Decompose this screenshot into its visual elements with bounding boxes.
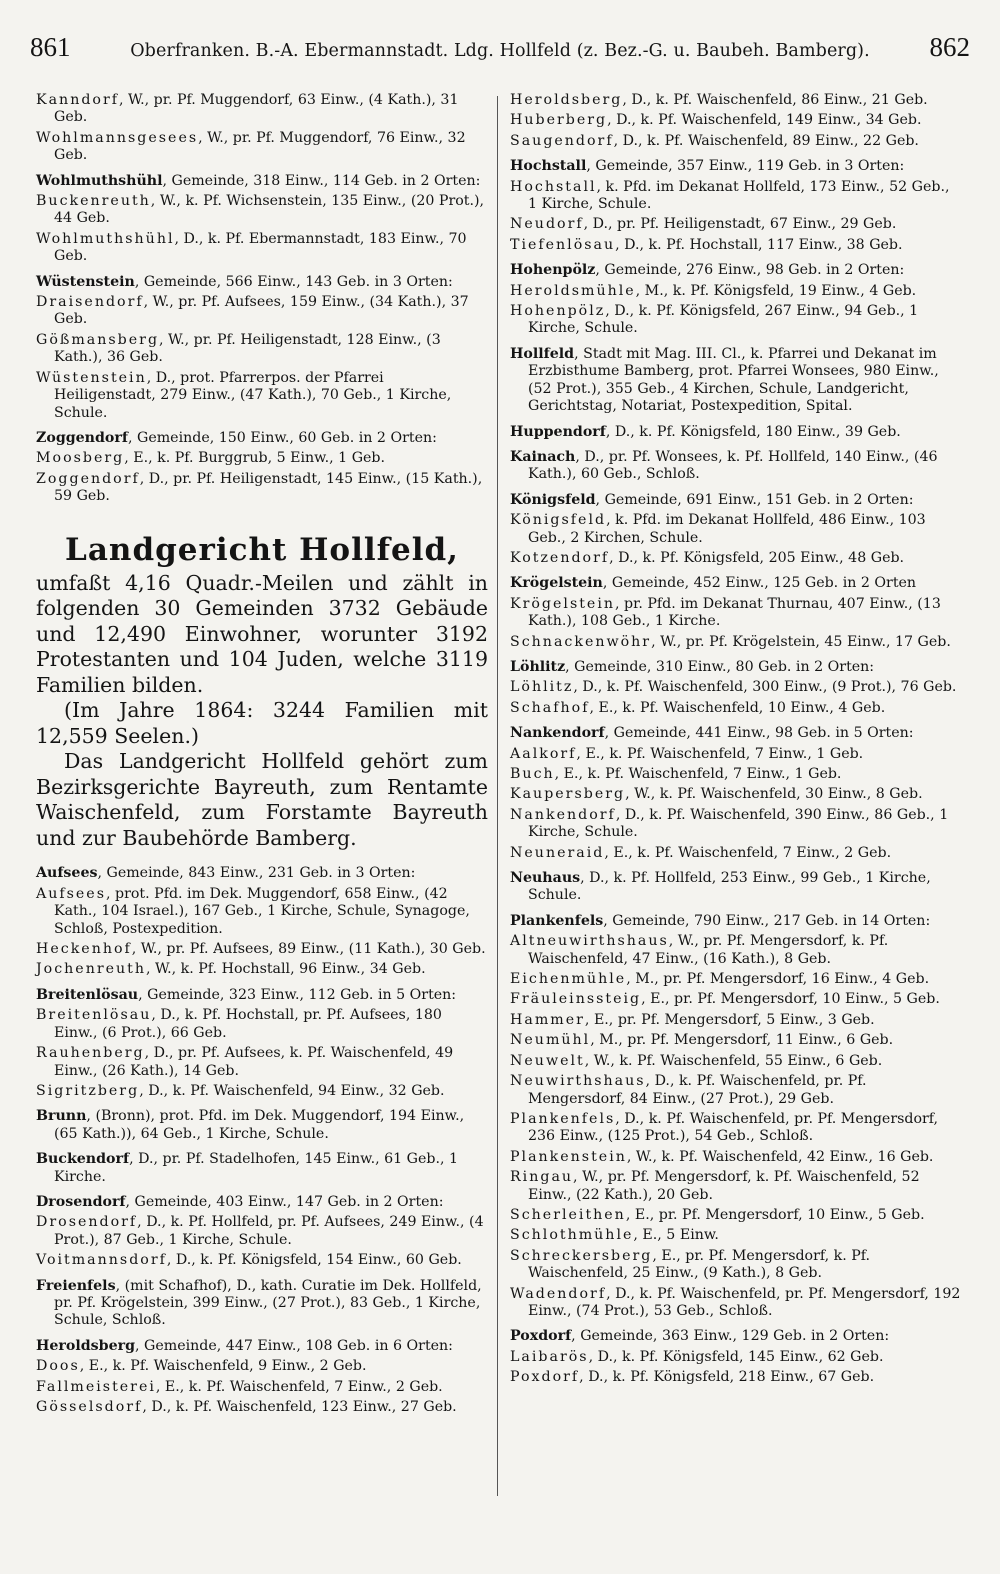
place-details: , D., k. Pf. Hochstall, pr. Pf. Aufsees, 180 Einw., (6 Prot.), 66 Geb. — [54, 1007, 442, 1041]
place-name: Voitmannsdorf — [36, 1252, 167, 1269]
place-details: , Gemeinde, 566 Einw., 143 Geb. in 3 Orten: — [134, 273, 453, 290]
place-entry — [36, 1045, 488, 1080]
place-entry — [36, 450, 488, 467]
place-details: , D., pr. Pf. Stadelhofen, 145 Einw., 61 Geb., 1 Kirche. — [54, 1151, 459, 1185]
place-name: Schafhof — [510, 699, 590, 716]
place-name: Wohlmuthshühl — [36, 230, 175, 247]
place-name: Ringau — [510, 1169, 574, 1186]
place-entry — [510, 179, 962, 214]
place-name: Poxdorf — [510, 1328, 572, 1345]
place-entry — [36, 130, 488, 165]
place-details: , Gemeinde, 276 Einw., 98 Geb. in 2 Orten: — [595, 262, 905, 279]
place-entry — [510, 283, 962, 300]
left-column — [36, 92, 488, 1419]
place-entry — [510, 634, 962, 651]
place-name: Scherleithen — [510, 1206, 626, 1223]
place-details: , Gemeinde, 318 Einw., 114 Geb. in 2 Orten: — [162, 172, 481, 189]
place-details: , Gemeinde, 843 Einw., 231 Geb. in 3 Orten: — [97, 865, 416, 882]
place-details: , D., k. Pf. Waischenfeld, pr. Pf. Mengersdorf, 84 Einw., (27 Prot.), 29 Geb. — [528, 1073, 867, 1107]
place-entry — [36, 961, 488, 978]
municipality-entry — [36, 274, 488, 291]
place-details: , W., pr. Pf. Aufsees, 89 Einw., (11 Kath.), 30 Geb. — [131, 941, 486, 958]
place-details: , D., k. Pf. Waischenfeld, pr. Pf. Mengersdorf, 192 Einw., (74 Prot.), 53 Geb., Schloß. — [528, 1285, 961, 1319]
place-name: Rauhenberg — [36, 1045, 145, 1062]
municipality-entry — [510, 659, 962, 676]
municipality-entry — [510, 913, 962, 930]
place-details: , Gemeinde, 452 Einw., 125 Geb. in 2 Orten — [602, 575, 917, 592]
place-name: Aalkorf — [510, 745, 577, 762]
place-details: , W., pr. Pf. Mengersdorf, k. Pf. Waischenfeld, 47 Einw., (16 Kath.), 8 Geb. — [528, 933, 889, 967]
place-entry — [510, 1111, 962, 1146]
place-name: Wadendorf — [510, 1285, 607, 1302]
place-entry — [510, 1227, 962, 1244]
place-entry — [36, 1358, 488, 1375]
place-name: Gösselsdorf — [36, 1399, 143, 1415]
place-entry — [510, 679, 962, 696]
place-name: Wohlmuthshühl — [36, 172, 163, 189]
place-name: Hohenpölz — [510, 303, 606, 320]
municipality-entry — [510, 424, 962, 441]
place-details: , W., pr. Pf. Muggendorf, 63 Einw., (4 Kath.), 31 Geb. — [54, 92, 459, 126]
place-details: , D., k. Pf. Königsfeld, 218 Einw., 67 Geb. — [579, 1369, 875, 1386]
place-entry — [510, 1032, 962, 1049]
place-details: , W., k. Pf. Waischenfeld, 30 Einw., 8 Geb. — [625, 786, 923, 803]
place-details: , W., k. Pf. Hochstall, 96 Einw., 34 Geb. — [146, 961, 426, 978]
place-name: Neudorf — [510, 216, 584, 233]
place-details: , (Bronn), prot. Pfd. im Dek. Muggendorf, 194 Einw., (65 Kath.)), 64 Geb., 1 Kirche, Schule. — [54, 1108, 465, 1142]
place-name: Nankendorf — [510, 806, 616, 823]
place-details: , D., pr. Pf. Heiligenstadt, 67 Einw., 29 Geb. — [583, 216, 897, 233]
place-details: , k. Pfd. im Dekanat Hollfeld, 486 Einw., 103 Geb., 2 Kirchen, Schule. — [528, 512, 926, 546]
place-details: , D., k. Pf. Waischenfeld, pr. Pf. Mengersdorf, 236 Einw., (125 Prot.), 54 Geb., Schloß. — [528, 1110, 939, 1145]
place-name: Neuwirthshaus — [510, 1073, 646, 1090]
place-name: Hollfeld — [510, 345, 575, 362]
place-details: , D., k. Pf. Waischenfeld, 86 Einw., 21 Geb. — [622, 92, 928, 108]
right-column — [510, 92, 962, 1390]
place-name: Neuwelt — [510, 1052, 585, 1069]
place-name: Laibarös — [510, 1348, 589, 1365]
place-entry — [36, 886, 488, 938]
place-details: , D., pr. Pf. Wonsees, k. Pf. Hollfeld, 140 Einw., (46 Kath.), 60 Geb., Schloß. — [528, 448, 938, 483]
place-entry — [510, 1369, 962, 1386]
place-details: , M., k. Pf. Königsfeld, 19 Einw., 4 Geb. — [635, 282, 917, 299]
place-entry — [510, 1286, 962, 1321]
intro-paragraph: umfaßt 4,16 Quadr.-Meilen und zählt in folgenden 30 Gemeinden 3732 Gebäude und 12,490 Einwohner, worunter 3192 Protestanten und 104 Juden, welche 3119 Familien bilden. — [36, 570, 488, 697]
place-entry — [510, 512, 962, 547]
place-entry — [510, 1207, 962, 1224]
place-details: , D., k. Pf. Hochstall, 117 Einw., 38 Geb. — [615, 236, 903, 253]
place-details: , D., k. Pf. Königsfeld, 180 Einw., 39 Geb. — [605, 423, 901, 440]
place-name: Neuneraid — [510, 844, 605, 861]
place-name: Tiefenlösau — [510, 236, 616, 253]
place-name: Huberberg — [510, 112, 608, 129]
place-name: Sigritzberg — [36, 1082, 140, 1099]
place-entry — [36, 231, 488, 266]
place-name: Huppendorf — [510, 423, 606, 440]
place-name: Schlothmühle — [510, 1227, 634, 1244]
place-entry — [36, 1083, 488, 1100]
municipality-entry — [510, 725, 962, 742]
place-name: Kaupersberg — [510, 786, 626, 803]
place-details: , D., k. Pf. Königsfeld, 205 Einw., 48 Geb. — [609, 549, 905, 566]
place-name: Wüstenstein — [36, 273, 135, 290]
municipality-entry — [36, 1151, 488, 1186]
place-name: Schnackenwöhr — [510, 633, 652, 650]
place-name: Buckenreuth — [36, 193, 151, 210]
left-entry-list-bottom — [36, 865, 488, 1416]
place-name: Heroldsberg — [510, 92, 623, 108]
place-details: , M., pr. Pf. Mengersdorf, 16 Einw., 4 Geb. — [626, 971, 930, 988]
place-entry — [510, 237, 962, 254]
place-entry — [36, 1379, 488, 1396]
place-details: , E., k. Pf. Waischenfeld, 7 Einw., 1 Geb. — [554, 766, 842, 782]
place-details: , W., k. Pf. Wichsenstein, 135 Einw., (20 Prot.), 44 Geb. — [54, 193, 485, 227]
place-entry — [510, 1169, 962, 1204]
place-name: Hochstall — [510, 158, 587, 175]
place-name: Krögelstein — [510, 575, 603, 592]
place-details: , Gemeinde, 150 Einw., 60 Geb. in 2 Orten: — [127, 429, 437, 446]
place-entry — [510, 133, 962, 150]
place-name: Schreckersberg — [510, 1247, 653, 1264]
place-details: , E., k. Pf. Waischenfeld, 7 Einw., 2 Geb. — [604, 844, 892, 861]
place-details: , prot. Pfd. im Dek. Muggendorf, 658 Einw., (42 Kath., 104 Israel.), 167 Geb., 1 Kirche, Schule, Synagoge, Schloß, Postexpedition. — [54, 885, 470, 937]
place-entry — [36, 370, 488, 422]
place-details: , D., k. Pf. Waischenfeld, 390 Einw., 86 Geb., 1 Kirche, Schule. — [528, 806, 949, 841]
municipality-entry — [36, 173, 488, 190]
place-entry — [510, 766, 962, 783]
municipality-entry — [510, 492, 962, 509]
place-name: Aufsees — [36, 885, 106, 902]
municipality-entry — [510, 262, 962, 279]
place-details: , D., k. Pf. Königsfeld, 267 Einw., 94 Geb., 1 Kirche, Schule. — [528, 303, 919, 337]
place-entry — [36, 1252, 488, 1269]
place-name: Kanndorf — [36, 92, 119, 108]
place-name: Neuhaus — [510, 870, 581, 887]
place-details: , D., k. Pf. Waischenfeld, 89 Einw., 22 Geb. — [613, 132, 919, 149]
place-entry — [36, 1399, 488, 1416]
place-details: , E., pr. Pf. Mengersdorf, k. Pf. Waischenfeld, 25 Einw., (9 Kath.), 8 Geb. — [528, 1247, 871, 1282]
place-details: , E., pr. Pf. Mengersdorf, 5 Einw., 3 Geb. — [584, 1011, 875, 1028]
place-details: , Gemeinde, 357 Einw., 119 Geb. in 3 Orten: — [586, 158, 905, 175]
place-name: Kotzendorf — [510, 549, 610, 566]
place-name: Breitenlösau — [36, 986, 139, 1003]
place-name: Heckenhof — [36, 941, 132, 958]
municipality-entry — [510, 158, 962, 175]
place-name: Zoggendorf — [36, 429, 128, 446]
place-name: Hohenpölz — [510, 262, 596, 279]
place-details: , E., pr. Pf. Mengersdorf, 10 Einw., 5 Geb. — [625, 1206, 925, 1223]
place-name: Plankenfels — [510, 912, 604, 929]
place-entry — [510, 991, 962, 1008]
place-entry — [510, 1012, 962, 1029]
place-details: , Gemeinde, 363 Einw., 129 Geb. in 2 Orten: — [571, 1328, 890, 1345]
place-details: , E., k. Pf. Waischenfeld, 9 Einw., 2 Geb. — [79, 1358, 367, 1375]
place-entry — [510, 216, 962, 233]
place-entry — [510, 303, 962, 338]
place-details: , D., k. Pf. Königsfeld, 154 Einw., 60 Geb. — [166, 1252, 462, 1269]
place-name: Wüstenstein — [36, 369, 147, 386]
place-details: , D., k. Pf. Hollfeld, pr. Pf. Aufsees, 249 Einw., (4 Prot.), 87 Geb., 1 Kirche, Schule. — [54, 1214, 484, 1248]
section-title: Landgericht Hollfeld, — [65, 531, 459, 568]
intro-jurisdiction: Das Landgericht Hollfeld gehört zum Bezirksgerichte Bayreuth, zum Rentamte Waischenfeld, zum Forstamte Bayreuth und zur Baubehörde Bamberg. — [36, 749, 488, 850]
municipality-entry — [36, 1278, 488, 1330]
place-details: , k. Pfd. im Dekanat Hollfeld, 173 Einw., 52 Geb., 1 Kirche, Schule. — [528, 178, 950, 213]
place-name: Königsfeld — [510, 512, 607, 529]
place-name: Jochenreuth — [36, 961, 146, 978]
place-name: Löhlitz — [510, 658, 566, 675]
place-details: , W., pr. Pf. Muggendorf, 76 Einw., 32 Geb. — [54, 129, 466, 164]
place-details: , Gemeinde, 310 Einw., 80 Geb. in 2 Orten: — [565, 658, 875, 675]
place-entry — [510, 1248, 962, 1283]
place-details: , Stadt mit Mag. III. Cl., k. Pfarrei und Dekanat im Erzbisthume Bamberg, prot. Pfarrei Wonsees, 980 Einw., (52 Prot.), 355 Geb., 4 Kirchen, Schule, Landgericht, Gerichtstag, Notariat, Postexpedition, Spital. — [528, 345, 939, 415]
left-entry-list-top — [36, 92, 488, 506]
place-details: , W., pr. Pf. Mengersdorf, k. Pf. Waischenfeld, 52 Einw., (22 Kath.), 20 Geb. — [528, 1169, 920, 1203]
municipality-entry — [510, 346, 962, 416]
place-name: Löhlitz — [510, 679, 574, 696]
place-name: Altneuwirthshaus — [510, 933, 669, 950]
place-name: Kainach — [510, 448, 576, 465]
place-name: Buckendorf — [36, 1151, 130, 1168]
place-name: Aufsees — [36, 865, 98, 882]
place-entry — [510, 1349, 962, 1366]
municipality-entry — [510, 449, 962, 484]
place-name: Heroldsmühle — [510, 282, 636, 299]
place-entry — [510, 1149, 962, 1166]
intro-census-note: (Im Jahre 1864: 3244 Familien mit 12,559 Seelen.) — [36, 698, 488, 748]
place-entry — [510, 1073, 962, 1108]
place-entry — [36, 92, 488, 127]
municipality-entry — [36, 865, 488, 882]
place-name: Gößmansberg — [36, 331, 160, 348]
place-entry — [36, 193, 488, 228]
place-details: , W., pr. Pf. Aufsees, 159 Einw., (34 Kath.), 37 Geb. — [54, 294, 469, 328]
place-details: , W., pr. Pf. Krögelstein, 45 Einw., 17 Geb. — [651, 633, 951, 650]
place-entry — [510, 700, 962, 717]
page-header — [30, 32, 970, 72]
place-entry — [36, 471, 488, 506]
place-name: Wohlmannsgesees — [36, 129, 199, 146]
place-details: , E., k. Pf. Burggrub, 5 Einw., 1 Geb. — [124, 450, 386, 467]
place-name: Brunn — [36, 1108, 87, 1125]
right-entry-list — [510, 92, 962, 1387]
place-name: Doos — [36, 1358, 80, 1375]
place-details: , D., prot. Pfarrerpos. der Pfarrei Heiligenstadt, 279 Einw., (47 Kath.), 70 Geb., 1 Kirche, Schule. — [54, 369, 452, 421]
column-divider — [497, 96, 498, 1496]
place-name: Königsfeld — [510, 491, 596, 508]
place-details: , D., pr. Pf. Aufsees, k. Pf. Waischenfeld, 49 Einw., (26 Kath.), 14 Geb. — [54, 1045, 454, 1079]
municipality-entry — [36, 987, 488, 1004]
place-name: Plankenstein — [510, 1148, 627, 1165]
place-details: , D., k. Pf. Waischenfeld, 300 Einw., (9 Prot.), 76 Geb. — [573, 679, 957, 696]
place-details: , (mit Schafhof), D., kath. Curatie im Dek. Hollfeld, pr. Pf. Krögelstein, 399 Einw., (27 Prot.), 83 Geb., 1 Kirche, Schule, Schloß. — [54, 1277, 482, 1329]
place-name: Freienfels — [36, 1277, 116, 1294]
place-entry — [36, 294, 488, 329]
place-entry — [36, 332, 488, 367]
place-details: , M., pr. Pf. Mengersdorf, 11 Einw., 6 Geb. — [590, 1032, 894, 1049]
place-name: Neumühl — [510, 1032, 591, 1049]
place-name: Fallmeisterei — [36, 1378, 156, 1395]
running-title: Oberfranken. B.-A. Ebermannstadt. Ldg. Hollfeld (z. Bez.-G. u. Baubeh. Bamberg). — [130, 41, 870, 61]
page-number-right: 862 — [929, 32, 970, 62]
place-entry — [510, 933, 962, 968]
place-name: Poxdorf — [510, 1369, 580, 1386]
place-name: Krögelstein — [510, 595, 615, 612]
municipality-entry — [510, 575, 962, 592]
municipality-entry — [36, 1108, 488, 1143]
place-details: , E., k. Pf. Waischenfeld, 7 Einw., 2 Geb. — [155, 1378, 443, 1395]
place-entry — [510, 112, 962, 129]
place-entry — [510, 746, 962, 763]
place-details: , Gemeinde, 323 Einw., 112 Geb. in 5 Orten: — [138, 986, 457, 1003]
municipality-entry — [36, 1338, 488, 1355]
place-name: Saugendorf — [510, 132, 614, 149]
place-details: , E., k. Pf. Waischenfeld, 7 Einw., 1 Geb. — [576, 745, 864, 762]
place-name: Hammer — [510, 1011, 585, 1028]
place-name: Hochstall — [510, 178, 597, 195]
place-details: , W., k. Pf. Waischenfeld, 42 Einw., 16 Geb. — [626, 1148, 934, 1165]
place-name: Heroldsberg — [36, 1337, 136, 1354]
place-entry — [510, 550, 962, 567]
place-name: Buch — [510, 766, 555, 782]
place-details: , D., k. Pf. Waischenfeld, 94 Einw., 32 Geb. — [139, 1082, 445, 1099]
municipality-entry — [510, 870, 962, 905]
place-entry — [36, 1007, 488, 1042]
place-details: , Gemeinde, 441 Einw., 98 Geb. in 5 Orten: — [604, 725, 914, 742]
place-entry — [36, 1214, 488, 1249]
place-name: Drosendorf — [36, 1193, 126, 1210]
place-details: , Gemeinde, 790 Einw., 217 Geb. in 14 Orten: — [603, 912, 931, 929]
place-details: , D., k. Pf. Waischenfeld, 149 Einw., 34 Geb. — [607, 112, 922, 129]
place-name: Fräuleinssteig — [510, 991, 642, 1008]
place-details: , W., k. Pf. Waischenfeld, 55 Einw., 6 Geb. — [584, 1052, 883, 1069]
place-details: , pr. Pfd. im Dekanat Thurnau, 407 Einw., (13 Kath.), 108 Geb., 1 Kirche. — [528, 595, 941, 630]
place-entry — [510, 1053, 962, 1070]
place-details: , E., 5 Einw. — [633, 1227, 719, 1244]
place-name: Drosendorf — [36, 1214, 138, 1231]
place-entry — [510, 845, 962, 862]
place-name: Zoggendorf — [36, 470, 140, 487]
place-details: , D., k. Pf. Hollfeld, 253 Einw., 99 Geb., 1 Kirche, Schule. — [528, 870, 931, 904]
municipality-entry — [36, 1194, 488, 1211]
place-name: Plankenfels — [510, 1110, 616, 1127]
place-entry — [36, 941, 488, 958]
place-details: , D., k. Pf. Königsfeld, 145 Einw., 62 Geb. — [588, 1348, 884, 1365]
place-details: , D., k. Pf. Ebermannstadt, 183 Einw., 70 Geb. — [54, 230, 467, 265]
page-number-left: 861 — [30, 32, 71, 62]
place-details: , Gemeinde, 447 Einw., 108 Geb. in 6 Orten: — [135, 1337, 453, 1354]
place-name: Breitenlösau — [36, 1007, 152, 1024]
place-name: Eichenmühle — [510, 971, 627, 988]
place-name: Draisendorf — [36, 294, 144, 311]
place-name: Moosberg — [36, 450, 125, 467]
place-entry — [510, 92, 962, 109]
place-entry — [510, 596, 962, 631]
place-details: , E., k. Pf. Waischenfeld, 10 Einw., 4 Geb. — [589, 699, 886, 716]
municipality-entry — [510, 1328, 962, 1345]
place-entry — [510, 807, 962, 842]
place-details: , D., k. Pf. Waischenfeld, 123 Einw., 27 Geb. — [142, 1399, 457, 1415]
place-name: Nankendorf — [510, 725, 605, 742]
place-entry — [510, 971, 962, 988]
place-details: , Gemeinde, 691 Einw., 151 Geb. in 2 Orten: — [595, 491, 914, 508]
place-details: , E., pr. Pf. Mengersdorf, 10 Einw., 5 Geb. — [641, 991, 940, 1008]
municipality-entry — [36, 430, 488, 447]
place-details: , W., pr. Pf. Heiligenstadt, 128 Einw., (3 Kath.), 36 Geb. — [54, 331, 441, 366]
place-details: , Gemeinde, 403 Einw., 147 Geb. in 2 Orten: — [125, 1193, 444, 1210]
place-details: , D., pr. Pf. Heiligenstadt, 145 Einw., (15 Kath.), 59 Geb. — [54, 470, 483, 505]
place-entry — [510, 786, 962, 803]
